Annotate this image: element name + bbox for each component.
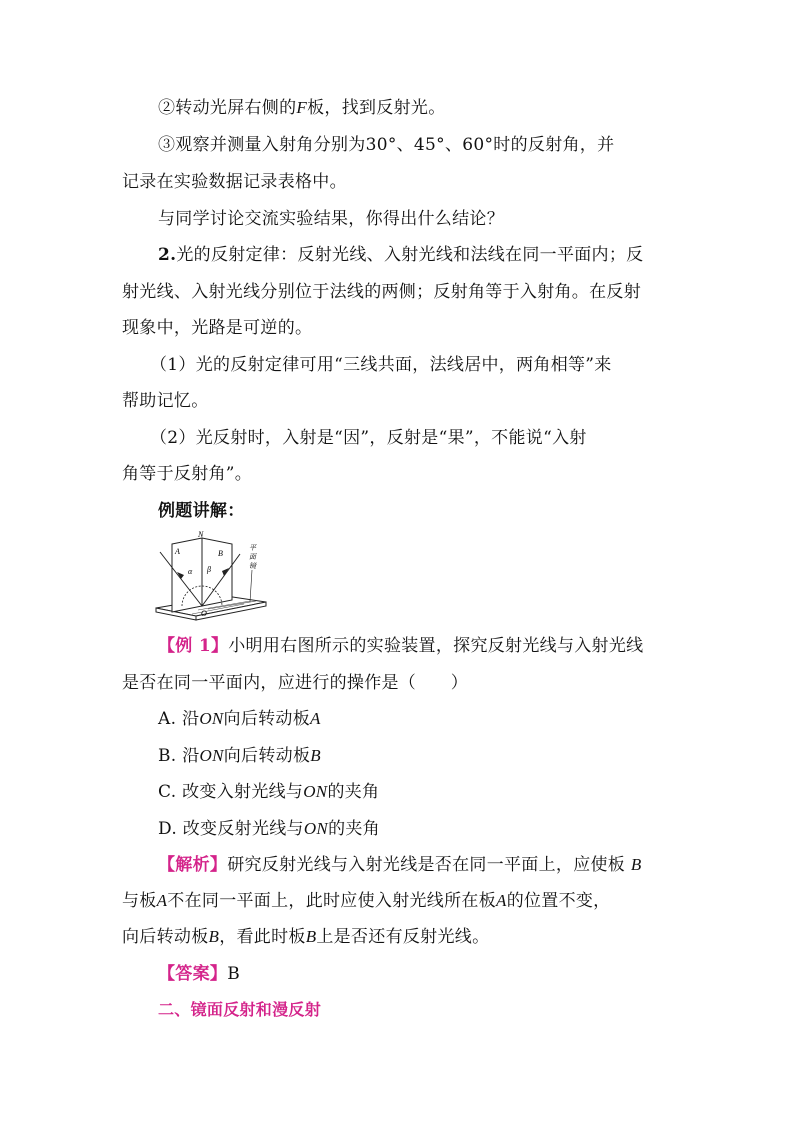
analysis-line-1: 【解析】研究反射光线与入射光线是否在同一平面上，应使板 B (158, 855, 642, 875)
analysis-line-2: 与板A不在同一平面上，此时应使入射光线所在板A的位置不变， (122, 891, 611, 911)
option-d: D. 改变反射光线与ON的夹角 (158, 819, 380, 839)
example-1-line-2: 是否在同一平面内，应进行的操作是（ ） (122, 673, 468, 693)
step-2-text: ②转动光屏右侧的F板，找到反射光。 (158, 98, 446, 118)
mirror-label-3: 镜 (249, 562, 256, 570)
step-3-line-1: ③观察并测量入射角分别为30°、45°、60°时的反射角，并 (158, 135, 615, 155)
label-n: N (198, 530, 204, 539)
label-a: A (175, 547, 180, 556)
label-o: O (201, 609, 207, 618)
answer-line: 【答案】B (158, 964, 240, 984)
option-a: A. 沿ON向后转动板A (158, 709, 321, 729)
discussion-prompt: 与同学讨论交流实验结果，你得出什么结论？ (158, 209, 504, 229)
option-c: C. 改变入射光线与ON的夹角 (158, 782, 380, 802)
note-2-line-1: （2）光反射时，入射是“因”，反射是“果”，不能说“入射 (150, 428, 587, 448)
mirror-label-leader (250, 570, 252, 602)
note-2-line-2: 角等于反射角”。 (122, 464, 253, 484)
label-alpha: α (188, 567, 193, 576)
example-heading: 例题讲解： (158, 501, 245, 521)
step-3-line-2: 记录在实验数据记录表格中。 (122, 172, 347, 192)
mirror-label-1: 平 (249, 544, 256, 552)
reflection-law-line-1: 2.光的反射定律：反射光线、入射光线和法线在同一平面内；反 (158, 245, 644, 265)
note-1-line-1: （1）光的反射定律可用“三线共面，法线居中，两角相等”来 (150, 355, 612, 375)
note-1-line-2: 帮助记忆。 (122, 391, 209, 411)
label-b: B (218, 549, 223, 558)
analysis-line-3: 向后转动板B，看此时板B上是否还有反射光线。 (122, 927, 490, 947)
reflection-apparatus-figure (152, 530, 270, 622)
example-1-line-1: 【例 1】小明用右图所示的实验装置，探究反射光线与入射光线 (158, 636, 644, 656)
reflection-law-line-2: 射光线、入射光线分别位于法线的两侧；反射角等于入射角。在反射 (122, 282, 641, 302)
section-title-mirror-diffuse-reflection: 二、镜面反射和漫反射 (158, 1000, 322, 1019)
reflection-law-line-3: 现象中，光路是可逆的。 (122, 318, 313, 338)
label-beta: β (207, 565, 211, 574)
mirror-label-2: 面 (249, 553, 256, 561)
option-b: B. 沿ON向后转动板B (158, 746, 321, 766)
